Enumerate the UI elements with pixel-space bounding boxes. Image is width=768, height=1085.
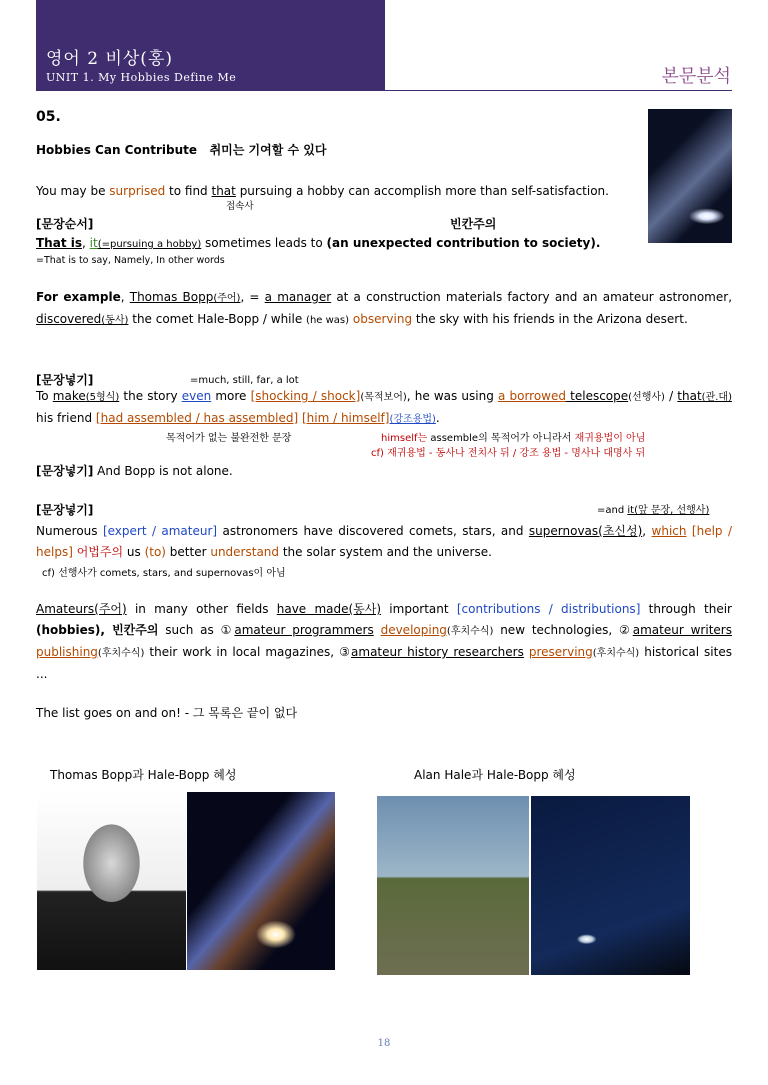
- s6-help: [help / helps]: [36, 524, 732, 559]
- tag-insert-1: [문장넣기]: [36, 373, 94, 387]
- s7-writers: amateur writers: [632, 623, 732, 637]
- s6-text: ,: [642, 524, 652, 538]
- s7-text: historical sites ...: [36, 645, 732, 681]
- s3-text: the sky with his friends in the Arizona desert.: [412, 312, 688, 326]
- s7-text: their work in local magazines, ③: [144, 645, 352, 659]
- heading-en: Hobbies Can Contribute: [36, 143, 198, 157]
- heading-ko: 취미는 기여할 수 있다: [209, 143, 327, 157]
- caption-right: Alan Hale과 Hale-Bopp 혜성: [414, 768, 576, 782]
- s2-text: ,: [82, 236, 90, 250]
- s7-publishing: publishing: [36, 645, 98, 659]
- s4-obj: (목적보어): [360, 392, 407, 403]
- s6-choice: [expert / amateur]: [102, 524, 218, 538]
- s1-that: that: [211, 184, 236, 198]
- sentence-4: [36, 386, 732, 430]
- textbook-title: 영어 2 비상(홍): [46, 49, 173, 69]
- s4-text: more: [211, 389, 251, 403]
- note-himself-c: 재귀용법이 아님: [574, 433, 646, 444]
- note-it: it(앞 문장, 선행사): [627, 505, 710, 516]
- s1-text: to find: [165, 184, 212, 198]
- s7-historians: amateur history researchers: [351, 645, 524, 659]
- s6-text: better: [165, 545, 211, 559]
- s1-surprised: surprised: [109, 184, 166, 198]
- s4-choice: [shocking / shock]: [250, 389, 361, 403]
- sentence-3: [36, 287, 732, 331]
- s6-to: (to): [144, 545, 166, 559]
- s4-text: /: [664, 389, 678, 403]
- s7-text: through their: [640, 602, 732, 616]
- s4-rel: (관.대): [701, 392, 732, 403]
- s3-verb: (동사): [101, 315, 129, 326]
- note-reflexive: cf) 재귀용법 - 동사나 전치사 뒤 / 강조 용법 - 명사나 대명사 뒤: [371, 448, 646, 459]
- s2-it: it: [89, 236, 98, 250]
- s7-preserving: preserving: [528, 645, 593, 659]
- s7-text: in many other fields: [126, 602, 277, 616]
- s6-text: the solar system and the universe.: [279, 545, 492, 559]
- s4-make5: (5형식): [85, 392, 120, 403]
- sentence-1: [36, 181, 609, 202]
- s6-grammar: 어법주의: [72, 545, 124, 559]
- s3-discovered: discovered: [36, 312, 102, 326]
- s6-which: which: [651, 524, 687, 538]
- sentence-8: The list goes on and on! - 그 목록은 끝이 없다: [36, 706, 298, 720]
- s4-that: that: [677, 389, 702, 403]
- note-antecedent: cf) 선행사가 comets, stars, and supernovas이 아님: [42, 568, 286, 579]
- s4-borrowed: a borrowed: [497, 389, 566, 403]
- thomas-bopp-photo: [37, 792, 186, 970]
- tag-insert-3: [문장넣기]: [36, 503, 94, 517]
- s3-thomas: Thomas Bopp: [129, 290, 214, 304]
- hale-bopp-comet-photo: [187, 792, 335, 970]
- s4-telescope: telescope: [566, 389, 629, 403]
- s6-text: Numerous: [36, 524, 103, 538]
- s4-even: even: [181, 389, 212, 403]
- s3-text: the comet Hale-Bopp / while: [128, 312, 307, 326]
- s2-bold: (an unexpected contribution to society).: [326, 236, 601, 250]
- s6-understand: understand: [210, 545, 280, 559]
- s5-text: And Bopp is not alone.: [93, 464, 233, 478]
- note-conjunction: 접속사: [226, 201, 254, 212]
- s1-text: pursuing a hobby can accomplish more than self-satisfaction.: [235, 184, 609, 198]
- s3-text: , =: [240, 290, 265, 304]
- sentence-7: [36, 599, 732, 685]
- s4-text: the story: [119, 389, 182, 403]
- s7-post: (후치수식): [592, 648, 640, 659]
- s6-supernovas: supernovas(초신성): [528, 524, 643, 538]
- s6-text: us: [123, 545, 145, 559]
- alan-hale-photo: [377, 796, 529, 975]
- s4-text: , he was using: [406, 389, 498, 403]
- tag-insert-2: [문장넣기]: [36, 464, 94, 478]
- s7-contributions: [contributions / distributions]: [456, 602, 641, 616]
- caption-left: Thomas Bopp과 Hale-Bopp 혜성: [50, 768, 237, 782]
- s7-post: (후치수식): [97, 648, 145, 659]
- s7-developing: developing: [380, 623, 447, 637]
- section-label: 본문분석: [661, 66, 731, 87]
- s4-text: .: [435, 411, 440, 425]
- s7-post: (후치수식): [446, 626, 494, 637]
- note-blank: 빈칸주의: [450, 217, 497, 231]
- s7-text: such as ①: [158, 623, 235, 637]
- s4-text: To: [36, 389, 53, 403]
- s4-make: make: [52, 389, 86, 403]
- s3-observing: observing: [352, 312, 413, 326]
- s7-text: new technologies, ②: [493, 623, 633, 637]
- note-and-it: [597, 500, 709, 521]
- s7-programmers: amateur programmers: [234, 623, 374, 637]
- note-that-is: =That is to say, Namely, In other words: [36, 255, 225, 266]
- s4-assembled: [had assembled / has assembled]: [95, 411, 299, 425]
- s4-emph: (강조용법): [389, 414, 436, 425]
- s2-paren: (=pursuing a hobby): [97, 239, 202, 250]
- hale-bopp-comet-photo-2: [531, 796, 690, 975]
- s7-text: [374, 623, 381, 637]
- s7-hobbies: (hobbies), 빈칸주의: [36, 623, 159, 637]
- lesson-heading: [36, 140, 326, 161]
- s3-manager: a manager: [264, 290, 332, 304]
- unit-title: UNIT 1. My Hobbies Define Me: [46, 71, 237, 84]
- note-much: =much, still, far, a lot: [190, 375, 299, 386]
- s6-text: astronomers have discovered comets, stars, and: [217, 524, 529, 538]
- s7-have-made: have made(동사): [276, 602, 382, 616]
- paragraph-number: 05.: [36, 109, 61, 125]
- s4-himself: [him / himself]: [301, 411, 390, 425]
- page-number: 18: [377, 1038, 391, 1049]
- s2-that-is: That is: [36, 236, 82, 250]
- s4-antecedent: (선행사): [628, 392, 665, 403]
- note-incomplete: 목적어가 없는 불완전한 문장: [166, 433, 292, 444]
- s1-text: You may be: [36, 184, 110, 198]
- note-himself-b: assemble의 목적어가 아니라서: [427, 433, 575, 444]
- tag-order: [문장순서]: [36, 217, 94, 231]
- s2-text: sometimes leads to: [201, 236, 327, 250]
- sentence-5: [36, 461, 233, 482]
- note-and: =and: [597, 505, 628, 516]
- note-himself-a: himself는: [381, 433, 428, 444]
- s3-subj: (주어): [213, 293, 241, 304]
- comet-photo: [648, 109, 732, 243]
- s4-text: his friend: [36, 411, 96, 425]
- header-rule: [36, 90, 732, 91]
- s3-he-was: (he was): [306, 315, 350, 326]
- s3-for-example: For example: [36, 290, 121, 304]
- s3-text: at a construction materials factory and an amateur astronomer,: [331, 290, 733, 304]
- sentence-6: [36, 521, 732, 563]
- s7-text: important: [381, 602, 457, 616]
- s3-text: ,: [120, 290, 130, 304]
- s7-amateurs: Amateurs(주어): [36, 602, 127, 616]
